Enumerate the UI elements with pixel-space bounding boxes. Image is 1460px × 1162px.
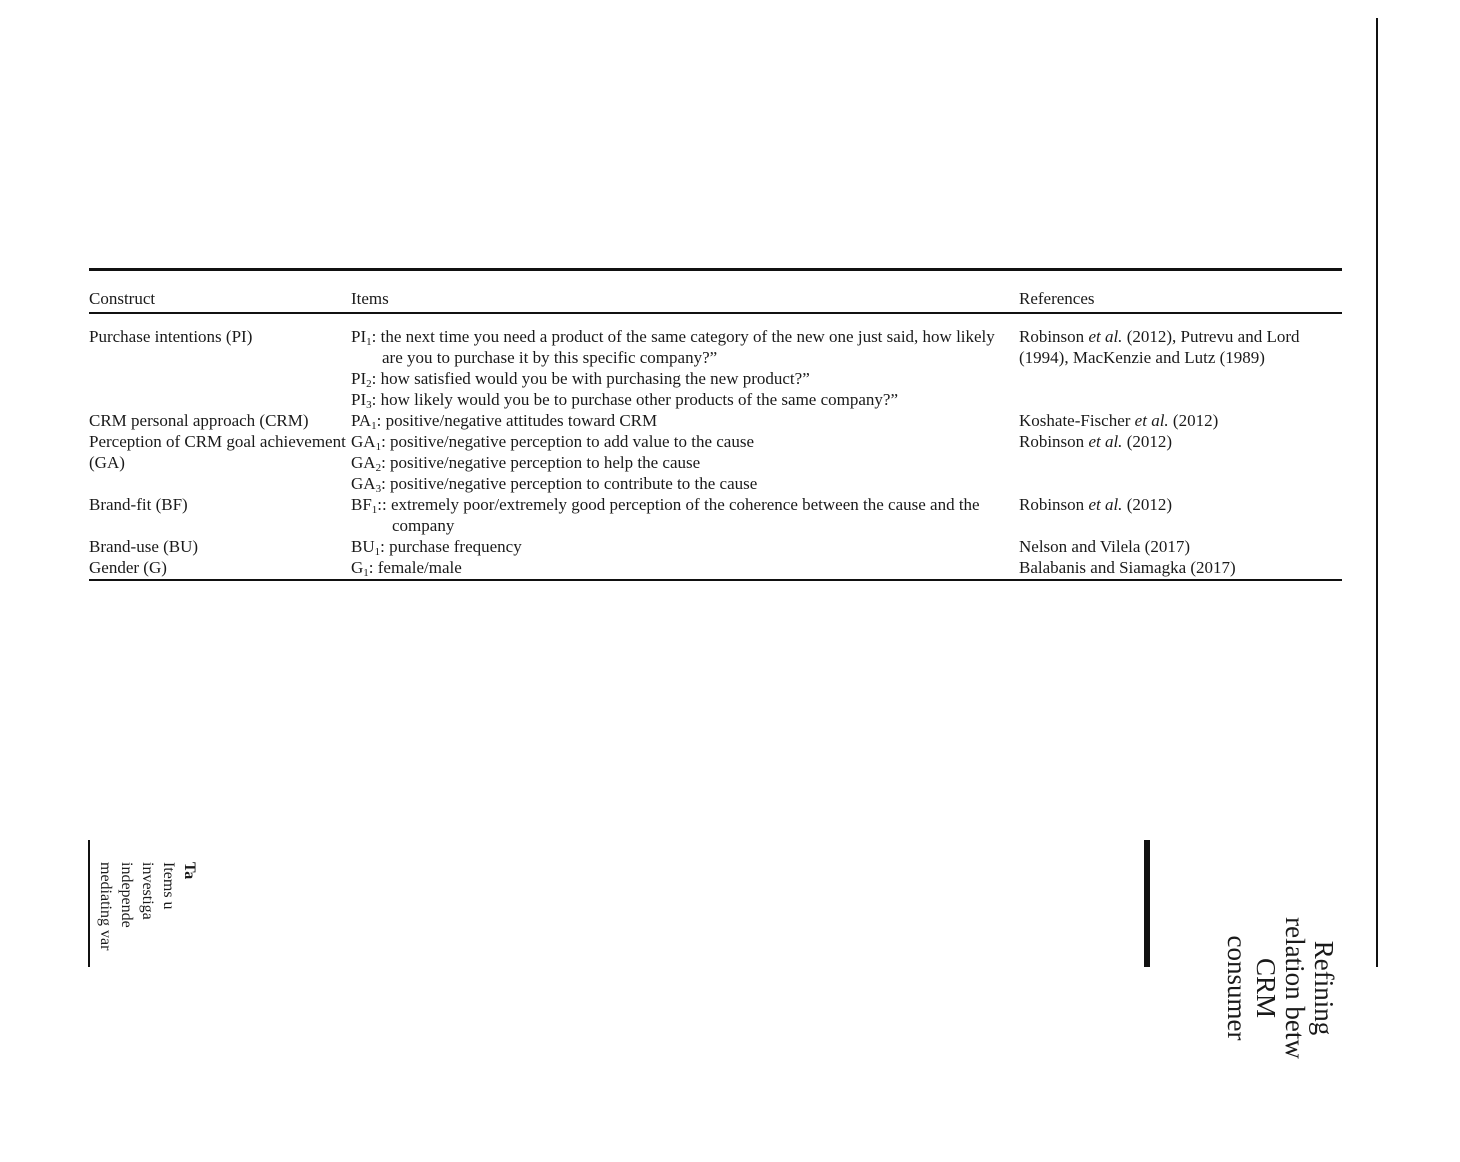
construct-cell: Brand-use (BU) (89, 537, 199, 556)
reference-text: (2012) (1168, 411, 1219, 430)
item-code: GA (351, 474, 376, 493)
item-subscript: 1 (375, 441, 382, 453)
reference-text: Nelson and Vilela (2017) (1019, 537, 1190, 556)
table-header-row (89, 271, 1342, 312)
running-head-line: consumer (1222, 935, 1252, 1041)
references-cell (1019, 410, 1342, 431)
reference-text: Koshate-Fischer (1019, 411, 1135, 430)
item-code: PI (351, 369, 367, 388)
item-text: : how satisfied would you be with purchasing the new product?” (371, 369, 810, 388)
item-code: BU (351, 537, 375, 556)
items-cell (351, 536, 1019, 557)
item-text: : positive/negative perception to help the cause (381, 453, 701, 472)
table-row (89, 536, 1342, 557)
table-row (89, 557, 1342, 578)
reference-text: (2012) (1122, 495, 1173, 514)
header-references: References (1019, 289, 1095, 308)
caption-title: Ta (181, 862, 198, 880)
caption-line: Items u (160, 862, 177, 910)
item-code: PI (351, 390, 367, 409)
item-text: : female/male (368, 558, 462, 577)
item-text: : purchase frequency (380, 537, 522, 556)
item-subscript: 3 (375, 483, 382, 495)
table-row (89, 431, 1342, 494)
reference-text: (2012) (1122, 432, 1173, 451)
item-line (351, 452, 1019, 473)
item-line (351, 494, 1019, 536)
items-cell (351, 410, 1019, 431)
header-construct: Construct (89, 289, 156, 308)
item-code: GA (351, 453, 376, 472)
running-head-line: Refining (1309, 940, 1339, 1036)
item-line (351, 368, 1019, 389)
item-line (351, 326, 1019, 368)
caption-line: investiga (139, 862, 156, 920)
running-head-line: relation betw (1280, 917, 1310, 1059)
item-line (351, 557, 1019, 578)
construct-cell: Brand-fit (BF) (89, 495, 188, 514)
reference-text: Robinson (1019, 495, 1089, 514)
reference-etal: et al. (1088, 327, 1123, 346)
item-subscript: 1 (363, 567, 369, 579)
item-code: BF (351, 495, 372, 514)
running-head-line: CRM (1251, 957, 1281, 1019)
reference-text: (2012), Putrevu and Lord (1994), MacKenzie and Lutz (1989) (1019, 327, 1300, 367)
item-text: : how likely would you be to purchase other products of the same company?” (371, 390, 899, 409)
reference-text: Robinson (1019, 432, 1089, 451)
item-text: : positive/negative attitudes toward CRM (376, 411, 658, 430)
item-subscript: 1 (366, 336, 372, 348)
item-code: GA (351, 432, 376, 451)
table-row (89, 494, 1342, 536)
table-body (89, 314, 1342, 579)
item-line (351, 473, 1019, 494)
item-text: : the next time you need a product of the same category of the new one just said, how likely are you to purchase it by this specific company?” (371, 327, 995, 367)
item-code: PA (351, 411, 372, 430)
references-cell (1019, 557, 1342, 578)
caption-line: independe (118, 862, 135, 928)
item-text: : positive/negative perception to contribute to the cause (381, 474, 758, 493)
running-head-rule (1144, 840, 1150, 967)
references-cell (1019, 494, 1342, 536)
item-code: G (351, 558, 364, 577)
items-cell (351, 494, 1019, 536)
reference-text: Robinson (1019, 327, 1089, 346)
item-subscript: 1 (371, 420, 377, 432)
page-right-rule (1376, 18, 1378, 967)
item-subscript: 3 (366, 399, 372, 411)
table-caption (80, 862, 200, 1162)
reference-etal: et al. (1088, 432, 1123, 451)
construct-cell: Perception of CRM goal achievement (GA) (89, 432, 346, 472)
reference-etal: et al. (1134, 411, 1169, 430)
table-row (89, 410, 1342, 431)
items-cell (351, 326, 1019, 410)
item-text: : positive/negative perception to add value to the cause (381, 432, 754, 451)
construct-cell: Purchase intentions (PI) (89, 327, 253, 346)
header-items: Items (351, 289, 389, 308)
references-cell (1019, 536, 1342, 557)
running-head (1208, 838, 1338, 1138)
references-cell (1019, 326, 1342, 410)
item-line (351, 410, 1019, 431)
construct-cell: CRM personal approach (CRM) (89, 411, 309, 430)
construct-cell: Gender (G) (89, 558, 167, 577)
item-subscript: 2 (375, 462, 382, 474)
item-subscript: 1 (374, 546, 381, 558)
item-subscript: 1 (371, 504, 378, 516)
references-cell (1019, 431, 1342, 494)
item-code: PI (351, 327, 367, 346)
caption-line: mediating var (97, 862, 114, 951)
item-line (351, 536, 1019, 557)
item-subscript: 2 (366, 378, 372, 390)
reference-text: Balabanis and Siamagka (2017) (1019, 558, 1236, 577)
item-text: :: extremely poor/extremely good perception of the coherence between the cause and the company (377, 495, 980, 535)
table-row (89, 326, 1342, 410)
item-line (351, 431, 1019, 452)
items-cell (351, 431, 1019, 494)
items-table (89, 268, 1342, 581)
table-bottom-rule (89, 579, 1342, 581)
items-cell (351, 557, 1019, 578)
reference-etal: et al. (1088, 495, 1123, 514)
item-line (351, 389, 1019, 410)
